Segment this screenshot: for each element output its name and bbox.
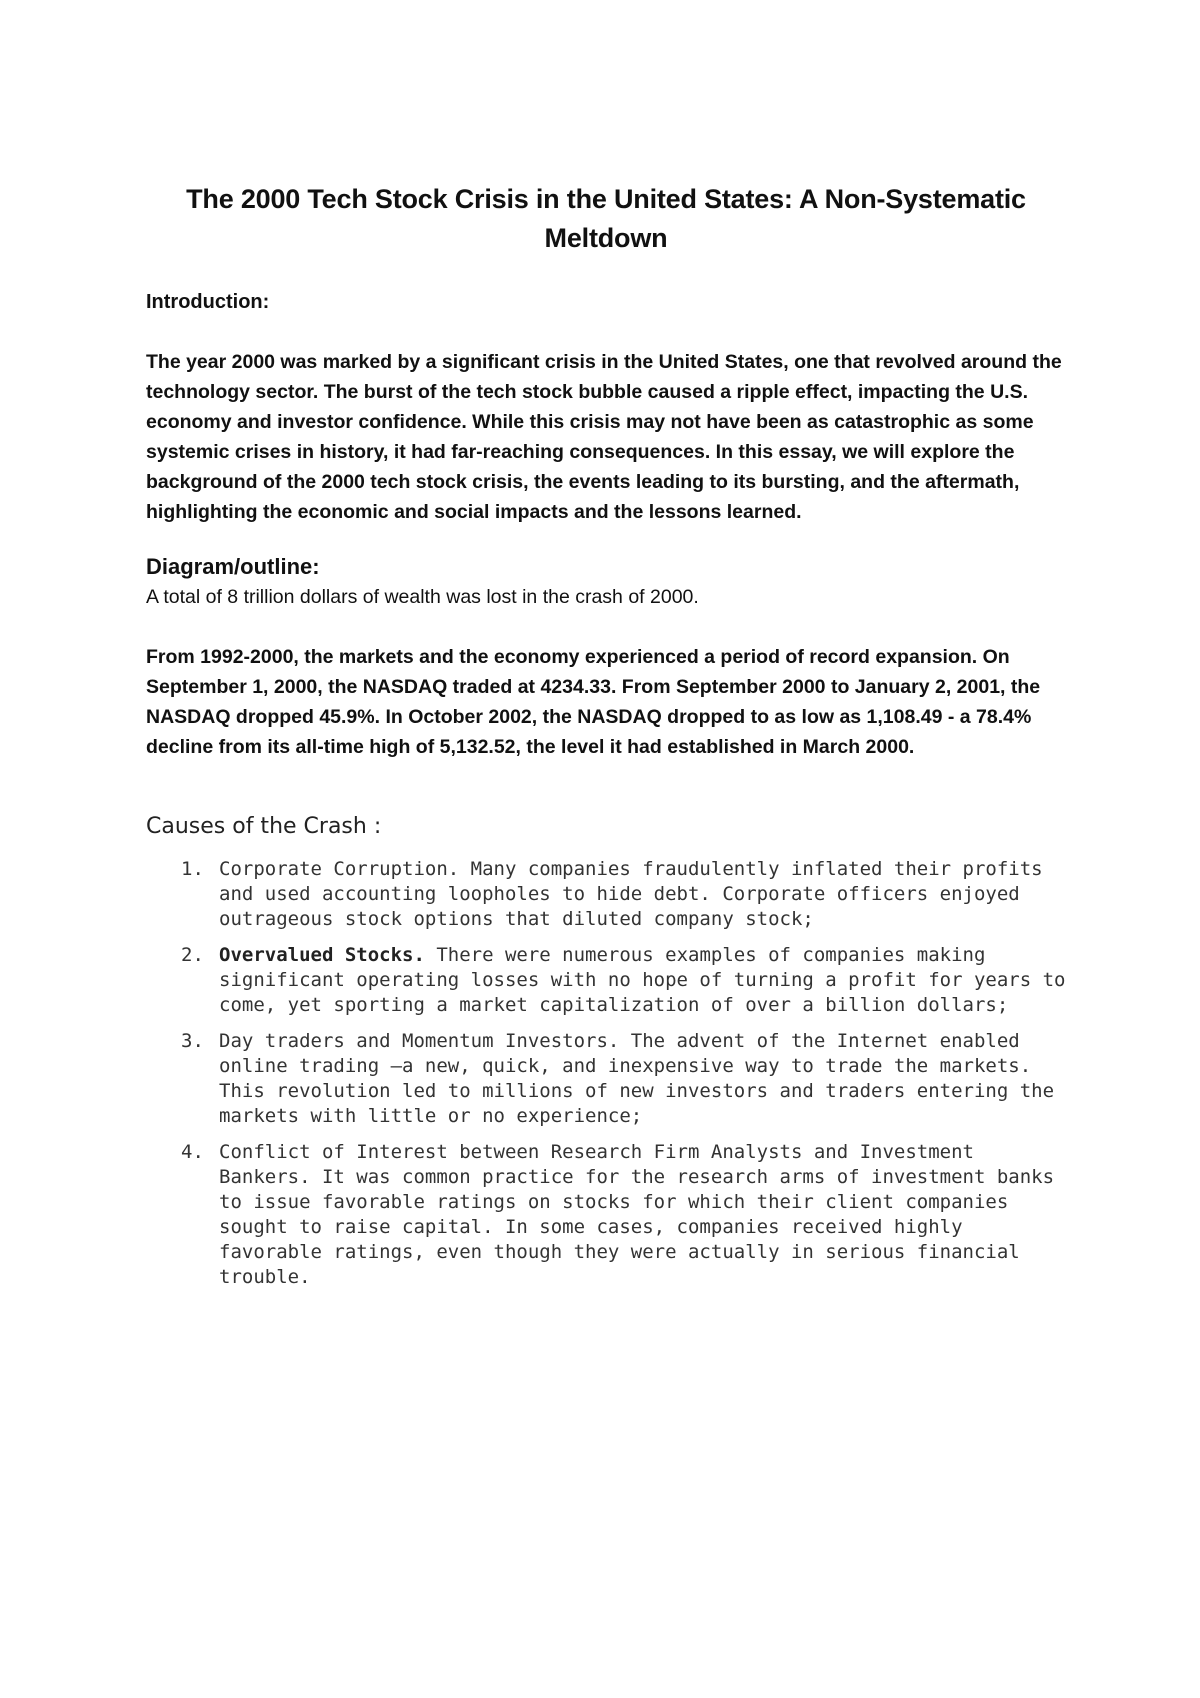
list-item: [146, 943, 1066, 1018]
list-item-text: There were numerous examples of companies making significant operating losses with no hope of turning a profit for years to come, yet sporting a market capitalization of over a billion dollars;: [219, 944, 1066, 1016]
list-item-number: 3.: [181, 1030, 204, 1052]
list-item-bold-lead: Overvalued Stocks.: [219, 944, 425, 966]
wealth-loss-sentence: A total of 8 trillion dollars of wealth was lost in the crash of 2000.: [146, 586, 699, 608]
causes-heading: Causes of the Crash :: [146, 814, 382, 839]
list-item-number: 4.: [181, 1141, 204, 1163]
list-item: [146, 1140, 1066, 1290]
document-body: [146, 180, 1066, 1301]
introduction-heading: Introduction:: [146, 291, 270, 313]
list-item-text: Day traders and Momentum Investors. The advent of the Internet enabled online trading –a new, quick, and inexpensive way to trade the markets. This revolution led to millions of new investors and traders entering the markets with little or no experience;: [219, 1030, 1055, 1127]
list-item: [146, 1029, 1066, 1129]
list-item-text: Conflict of Interest between Research Firm Analysts and Investment Bankers. It was common practice for the research arms of investment banks to issue favorable ratings on stocks for which their client companies sought to raise capital. In some cases, companies received highly favorable ratings, even though they were actually in serious financial trouble.: [219, 1141, 1055, 1288]
nasdaq-paragraph: From 1992-2000, the markets and the economy experienced a period of record expansion. On September 1, 2000, the NASDAQ traded at 4234.33. From September 2000 to January 2, 2001, the NASDAQ dropped 45.9%. In October 2002, the NASDAQ dropped to as low as 1,108.49 - a 78.4% decline from its all-time high of 5,132.52, the level it had established in March 2000.: [146, 646, 1041, 758]
list-item-number: 1.: [181, 858, 204, 880]
diagram-outline-heading: Diagram/outline:: [146, 554, 320, 579]
list-item-text: Corporate Corruption. Many companies fraudulently inflated their profits and used accounting loopholes to hide debt. Corporate officers enjoyed outrageous stock options that diluted company stock;: [219, 858, 1043, 930]
list-item-number: 2.: [181, 944, 204, 966]
list-item: [146, 857, 1066, 932]
causes-list: [146, 857, 1066, 1290]
introduction-paragraph: The year 2000 was marked by a significant crisis in the United States, one that revolved around the technology sector. The burst of the tech stock bubble caused a ripple effect, impacting the U.S. economy and investor confidence. While this crisis may not have been as catastrophic as some systemic crises in history, it had far-reaching consequences. In this essay, we will explore the background of the 2000 tech stock crisis, the events leading to its bursting, and the aftermath, highlighting the economic and social impacts and the lessons learned.: [146, 351, 1062, 523]
document-title: The 2000 Tech Stock Crisis in the United States: A Non-Systematic Meltdown: [186, 184, 1026, 253]
